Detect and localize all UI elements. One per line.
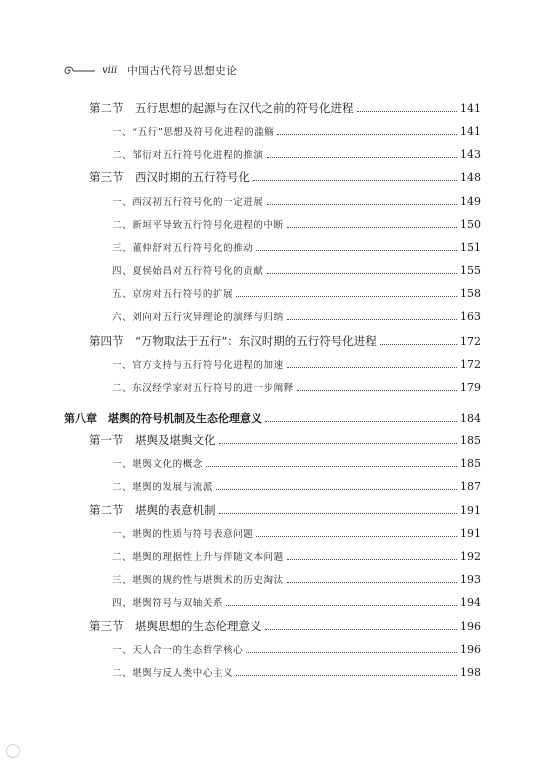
toc-entry-title: 第八章 堪舆的符号机制及生态伦理意义 <box>64 412 262 425</box>
toc-subsection[interactable] <box>112 285 481 301</box>
dot-leader <box>219 512 458 514</box>
toc-section[interactable] <box>89 432 481 448</box>
toc-page-number: 143 <box>460 147 481 161</box>
dot-leader <box>216 488 457 490</box>
toc-page-number: 191 <box>460 503 481 517</box>
dot-leader <box>267 156 457 158</box>
toc-entry-title: 四、堪舆符号与双轴关系 <box>112 598 224 609</box>
dot-leader <box>287 226 457 228</box>
dot-leader <box>253 179 457 181</box>
toc-subsection[interactable] <box>112 594 481 610</box>
toc-page-number: 191 <box>460 526 481 540</box>
dot-leader <box>297 389 457 391</box>
toc-section[interactable] <box>89 100 481 116</box>
toc-section[interactable] <box>89 502 481 518</box>
toc-page-number: 185 <box>460 433 481 447</box>
dot-leader <box>246 651 457 653</box>
toc-entry-title: 一、天人合一的生态哲学核心 <box>112 645 244 656</box>
section-title: 堪舆的表意机制 <box>135 503 216 517</box>
toc-entry-title: 二、堪舆与反人类中心主义 <box>112 668 234 679</box>
toc-page-number: 179 <box>460 380 481 394</box>
toc-entry-title: 一、官方支持与五行符号化进程的加速 <box>112 360 284 371</box>
dot-leader <box>265 420 457 422</box>
toc-page-number: 194 <box>460 595 481 609</box>
dot-leader <box>206 465 457 467</box>
toc-subsection[interactable] <box>112 216 481 232</box>
dot-leader <box>287 581 457 583</box>
toc-entry-title <box>89 618 262 634</box>
toc-subsection[interactable] <box>112 193 481 209</box>
dot-leader <box>277 133 457 135</box>
page-number: viii <box>102 65 118 76</box>
toc-entry-title: 二、邹衍对五行符号化进程的推演 <box>112 150 264 161</box>
dot-leader <box>357 110 458 112</box>
toc-page-number: 151 <box>460 240 481 254</box>
toc-entry-title: 二、堪舆的理据性上升与伴随文本问题 <box>112 552 284 563</box>
toc-page-number: 150 <box>460 217 481 231</box>
toc-subsection[interactable] <box>112 571 481 587</box>
toc-page-number: 184 <box>460 411 481 425</box>
dot-leader <box>256 535 457 537</box>
toc-subsection[interactable] <box>112 379 481 395</box>
toc-subsection[interactable] <box>112 239 481 255</box>
toc-section[interactable] <box>89 333 481 349</box>
toc-entry-title: 五、京房对五行符号的扩展 <box>112 289 234 300</box>
toc-page-number: 172 <box>460 334 481 348</box>
book-title: 中国古代符号思想史论 <box>127 65 238 77</box>
section-number: 第三节 <box>89 170 124 184</box>
toc-entry-title: 二、堪舆的发展与流派 <box>112 482 214 493</box>
toc-entry-title: 三、堪舆的规约性与堪舆术的历史淘汰 <box>112 575 284 586</box>
toc-entry-title: 二、东汉经学家对五行符号的进一步阐释 <box>112 383 294 394</box>
toc-page-number: 198 <box>460 665 481 679</box>
toc-page-number: 192 <box>460 549 481 563</box>
toc-entry-title: 二、新垣平导致五行符号化进程的中断 <box>112 220 284 231</box>
toc-entry-title: 三、董仲舒对五行符号化的推动 <box>112 243 254 254</box>
toc-page-number: 141 <box>460 101 481 115</box>
toc-entry-title: 四、夏侯始昌对五行符号化的贡献 <box>112 266 264 277</box>
toc-entry-title: 六、刘向对五行灾异理论的演绎与归纳 <box>112 312 284 323</box>
section-title: 西汉时期的五行符号化 <box>135 170 250 184</box>
dot-leader <box>219 442 458 444</box>
dot-leader <box>265 628 458 630</box>
toc-chapter[interactable] <box>64 410 481 426</box>
toc-page-number: 196 <box>460 619 481 633</box>
toc-page-number: 187 <box>460 479 481 493</box>
toc-entry-title <box>89 432 216 448</box>
toc-entry-title: 一、堪舆文化的概念 <box>112 459 203 470</box>
dot-leader <box>380 343 457 345</box>
toc-subsection[interactable] <box>112 664 481 680</box>
toc-page-number: 149 <box>460 194 481 208</box>
toc-subsection[interactable] <box>112 262 481 278</box>
toc-entry-title <box>89 100 354 116</box>
toc-entry-title: 一、“五行”思想及符号化进程的滥觞 <box>112 127 275 138</box>
toc-subsection[interactable] <box>112 548 481 564</box>
toc-page-number: 193 <box>460 572 481 586</box>
toc-page-number: 148 <box>460 170 481 184</box>
dot-leader <box>287 318 457 320</box>
section-title: 堪舆及堪舆文化 <box>135 433 216 447</box>
section-title: 五行思想的起源与在汉代之前的符号化进程 <box>135 101 354 115</box>
dot-leader <box>267 203 457 205</box>
dot-leader <box>267 272 457 274</box>
watermark <box>6 744 20 758</box>
section-number: 第四节 <box>89 334 124 348</box>
toc-section[interactable] <box>89 169 481 185</box>
toc-entry-title: 一、堪舆的性质与符号表意问题 <box>112 529 254 540</box>
section-number: 第二节 <box>89 101 124 115</box>
toc-subsection[interactable] <box>112 641 481 657</box>
toc-section[interactable] <box>89 618 481 634</box>
toc-page-number: 141 <box>460 124 481 138</box>
toc-subsection[interactable] <box>112 455 481 471</box>
toc-entry-title: 一、西汉初五行符号化的一定进展 <box>112 197 264 208</box>
dot-leader <box>236 295 457 297</box>
toc-entry-title <box>89 333 377 349</box>
dot-leader <box>287 558 457 560</box>
dot-leader <box>256 249 457 251</box>
toc-subsection[interactable] <box>112 525 481 541</box>
toc-entry-title <box>89 502 216 518</box>
watermark-logo-icon <box>6 744 20 758</box>
toc-page-number: 158 <box>460 286 481 300</box>
section-title: 堪舆思想的生态伦理意义 <box>135 619 262 633</box>
toc-entry-title <box>89 169 250 185</box>
dot-leader <box>287 366 457 368</box>
toc-page-number: 196 <box>460 642 481 656</box>
toc-subsection[interactable] <box>112 123 481 139</box>
dot-leader <box>226 604 457 606</box>
toc-page-number: 185 <box>460 456 481 470</box>
toc-subsection[interactable] <box>112 478 481 494</box>
section-number: 第一节 <box>89 433 124 447</box>
section-number: 第三节 <box>89 619 124 633</box>
toc-subsection[interactable] <box>112 356 481 372</box>
section-number: 第二节 <box>89 503 124 517</box>
section-title: “万物取法于五行”：东汉时期的五行符号化进程 <box>135 334 377 348</box>
dot-leader <box>236 674 457 676</box>
toc-page-number: 155 <box>460 263 481 277</box>
toc-subsection[interactable] <box>112 146 481 162</box>
toc-subsection[interactable] <box>112 308 481 324</box>
toc-page-number: 163 <box>460 309 481 323</box>
toc-page-number: 172 <box>460 357 481 371</box>
